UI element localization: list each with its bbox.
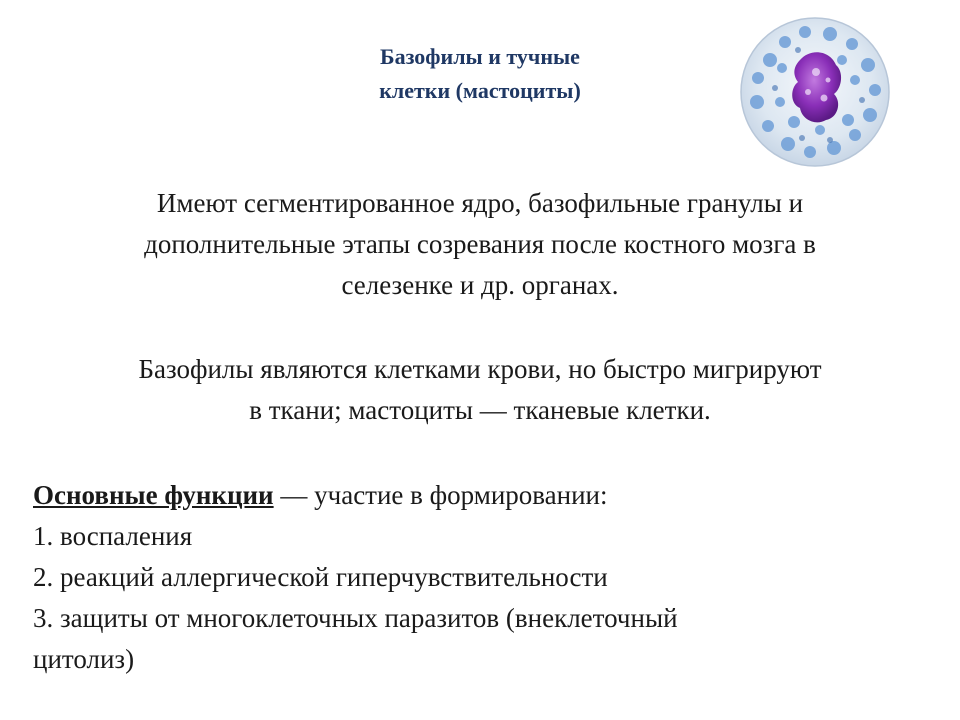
function-item-continuation: цитолиз) — [33, 644, 135, 674]
title-line-2: клетки (мастоциты) — [379, 78, 581, 103]
functions-lead-rest: — участие в формировании: — [273, 480, 608, 510]
paragraph-nucleus-description — [20, 183, 940, 306]
functions-lead: Основные функции — [33, 480, 274, 510]
function-item: 1. воспаления — [33, 521, 193, 551]
paragraph-1-line-3: селезенке и др. органах. — [341, 270, 619, 300]
function-item: 3. защиты от многоклеточных паразитов (внеклеточный — [33, 603, 678, 633]
slide-title — [300, 40, 660, 108]
paragraph-2-line-2: в ткани; мастоциты — тканевые клетки. — [249, 395, 711, 425]
paragraph-2-line-1: Базофилы являются клетками крови, но быстро мигрируют — [138, 354, 822, 384]
paragraph-migration-description — [20, 349, 940, 431]
functions-section — [33, 475, 933, 680]
paragraph-1-line-1: Имеют сегментированное ядро, базофильные гранулы и — [156, 188, 804, 218]
title-line-1: Базофилы и тучные — [380, 44, 580, 69]
basophil-cell-icon — [730, 10, 900, 175]
function-item: 2. реакций аллергической гиперчувствительности — [33, 562, 608, 592]
paragraph-1-line-2: дополнительные этапы созревания после костного мозга в — [144, 229, 816, 259]
functions-heading — [33, 475, 933, 516]
